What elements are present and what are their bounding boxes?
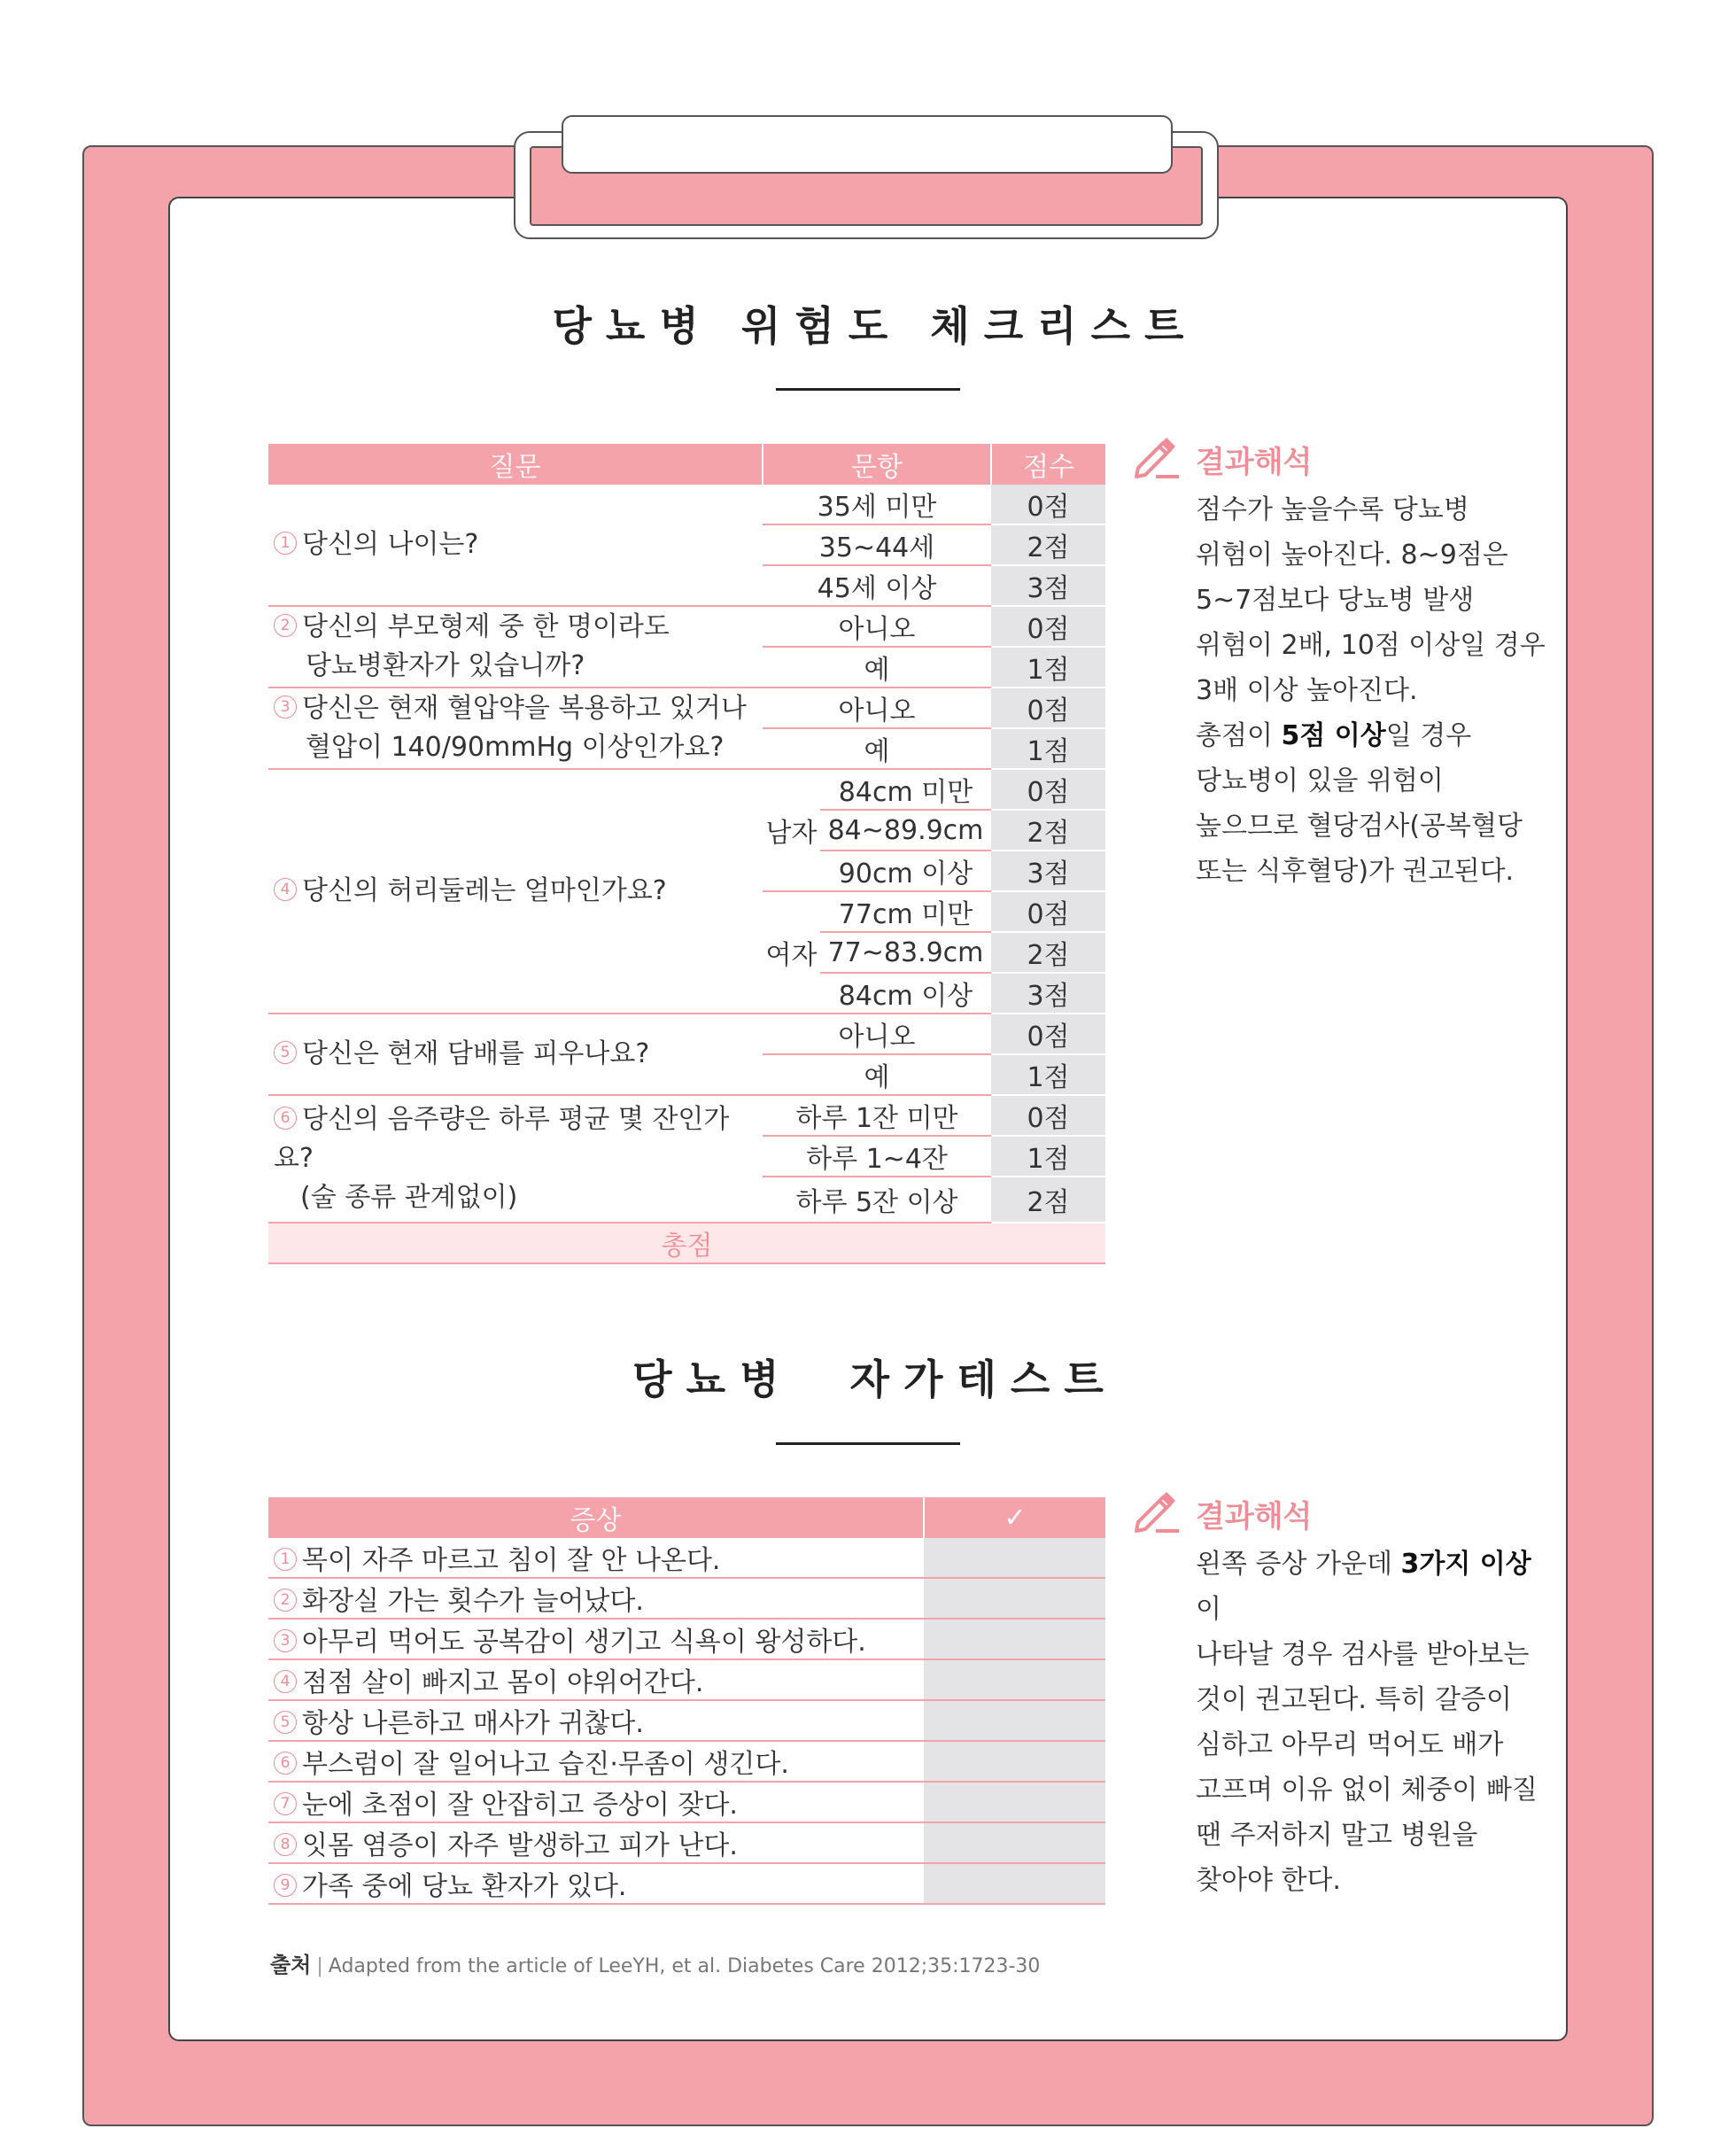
number-badge: 9 xyxy=(274,1874,297,1897)
score-cell: 1점 xyxy=(991,1136,1105,1177)
symptom-text: 눈에 초점이 잘 안잡히고 증상이 잦다. xyxy=(302,1790,738,1821)
result-label: 결과해석 xyxy=(1196,445,1313,480)
checklist-title: 당 뇨 병 위 험 도 체 크 리 스 트 xyxy=(552,302,1184,350)
result-line: 당뇨병이 있을 위험이 xyxy=(1196,765,1444,796)
symptom-row xyxy=(268,1619,1105,1659)
score-cell: 0점 xyxy=(991,485,1105,524)
symptom-row xyxy=(268,1659,1105,1700)
answer-option: 하루 5잔 이상 xyxy=(763,1177,991,1223)
result-line: 땐 주저하지 말고 병원을 xyxy=(1196,1820,1478,1851)
check-cell[interactable] xyxy=(924,1863,1105,1904)
score-cell: 0점 xyxy=(991,687,1105,728)
pencil-icon xyxy=(1129,1487,1182,1534)
result-highlight: 5점 이상 xyxy=(1281,720,1386,751)
question-text: 당신의 음주량은 하루 평균 몇 잔인가요? xyxy=(274,1104,730,1174)
answer-option: 예 xyxy=(763,647,991,687)
check-cell[interactable] xyxy=(924,1782,1105,1822)
symptom-text: 화장실 가는 횟수가 늘어났다. xyxy=(302,1586,644,1617)
symptom-text: 항상 나른하고 매사가 귀찮다. xyxy=(302,1708,644,1739)
score-cell: 0점 xyxy=(991,891,1105,932)
question-5 xyxy=(268,1014,763,1095)
question-text-continued: (술 종류 관계없이) xyxy=(300,1182,518,1213)
result-line: 왼쪽 증상 가운데 3가지 이상이 xyxy=(1196,1549,1531,1625)
score-cell: 0점 xyxy=(991,1095,1105,1136)
selftest-table xyxy=(268,1497,1105,1905)
symptom-row xyxy=(268,1782,1105,1822)
symptom-row xyxy=(268,1741,1105,1782)
question-text-continued: 당뇨병환자가 있습니까? xyxy=(306,650,585,681)
selftest-result-panel xyxy=(1129,1487,1554,1896)
pencil-icon xyxy=(1129,432,1182,480)
number-badge: 6 xyxy=(274,1752,297,1775)
answer-option: 45세 이상 xyxy=(763,565,991,606)
symptom-row xyxy=(268,1538,1105,1578)
result-line: 것이 권고된다. 특히 갈증이 xyxy=(1196,1684,1512,1715)
symptom-row xyxy=(268,1578,1105,1619)
clip-top xyxy=(562,115,1173,174)
symptom-text: 점점 살이 빠지고 몸이 야위어간다. xyxy=(302,1667,704,1698)
result-highlight: 3가지 이상 xyxy=(1400,1549,1531,1580)
result-line: 높으므로 혈당검사(공복혈당 xyxy=(1196,811,1523,842)
number-badge: 7 xyxy=(274,1792,297,1815)
number-badge: 3 xyxy=(274,695,297,719)
result-text xyxy=(1196,487,1550,894)
source-text: Adapted from the article of LeeYH, et al. Diabetes Care 2012;35:1723-30 xyxy=(328,1955,1041,1977)
number-badge: 2 xyxy=(274,1589,297,1612)
question-text: 당신의 허리둘레는 얼마인가요? xyxy=(302,875,667,906)
score-cell: 0점 xyxy=(991,769,1105,810)
result-line: 위험이 2배, 10점 이상일 경우 xyxy=(1196,630,1546,661)
answer-option: 아니오 xyxy=(763,687,991,728)
number-badge: 3 xyxy=(274,1629,297,1652)
symptom-row xyxy=(268,1863,1105,1904)
question-text: 당신의 부모형제 중 한 명이라도 xyxy=(302,611,670,642)
risk-checklist-table xyxy=(268,444,1105,1264)
score-cell: 2점 xyxy=(991,1177,1105,1223)
number-badge: 6 xyxy=(274,1107,297,1130)
answer-option: 아니오 xyxy=(763,1014,991,1054)
question-text: 당신은 현재 담배를 피우나요? xyxy=(302,1038,650,1069)
score-cell: 0점 xyxy=(991,1014,1105,1054)
check-cell[interactable] xyxy=(924,1659,1105,1700)
number-badge: 2 xyxy=(274,614,297,637)
question-2 xyxy=(268,606,763,687)
symptom-text: 가족 중에 당뇨 환자가 있다. xyxy=(302,1871,627,1902)
result-line: 나타날 경우 검사를 받아보는 xyxy=(1196,1639,1530,1670)
result-line: 심하고 아무리 먹어도 배가 xyxy=(1196,1729,1504,1760)
score-cell: 1점 xyxy=(991,1054,1105,1095)
header-score: 점수 xyxy=(991,444,1105,485)
answer-option: 77~83.9cm xyxy=(820,932,991,973)
result-line: 총점이 5점 이상일 경우 xyxy=(1196,720,1472,751)
answer-option: 예 xyxy=(763,1054,991,1095)
answer-option: 35세 미만 xyxy=(763,485,991,524)
symptom-row xyxy=(268,1822,1105,1863)
result-line: 고프며 이유 없이 체중이 빠질 xyxy=(1196,1775,1538,1806)
result-line: 위험이 높아진다. 8~9점은 xyxy=(1196,540,1508,571)
answer-option: 하루 1잔 미만 xyxy=(763,1095,991,1136)
answer-option: 아니오 xyxy=(763,606,991,647)
answer-option: 84~89.9cm xyxy=(820,810,991,851)
answer-option: 90cm 이상 xyxy=(820,851,991,891)
symptom-text: 잇몸 염증이 자주 발생하고 피가 난다. xyxy=(302,1830,738,1861)
check-cell[interactable] xyxy=(924,1538,1105,1578)
symptom-row xyxy=(268,1700,1105,1741)
number-badge: 8 xyxy=(274,1833,297,1856)
question-1 xyxy=(268,485,763,606)
question-6 xyxy=(268,1095,763,1223)
score-cell: 1점 xyxy=(991,728,1105,769)
answer-option: 하루 1~4잔 xyxy=(763,1136,991,1177)
score-cell: 0점 xyxy=(991,606,1105,647)
question-text: 당신은 현재 혈압약을 복용하고 있거나 xyxy=(302,693,747,724)
score-cell: 2점 xyxy=(991,932,1105,973)
number-badge: 1 xyxy=(274,532,297,555)
result-line: 점수가 높을수록 당뇨병 xyxy=(1196,494,1469,525)
header-question: 질문 xyxy=(268,444,763,485)
answer-option: 예 xyxy=(763,728,991,769)
number-badge: 5 xyxy=(274,1711,297,1734)
result-text xyxy=(1196,1542,1550,1903)
sex-label-male: 남자 xyxy=(763,769,820,891)
total-score-row: 총점 xyxy=(268,1223,1105,1263)
answer-option: 84cm 미만 xyxy=(820,769,991,810)
checklist-title-underline xyxy=(776,388,960,391)
answer-option: 84cm 이상 xyxy=(820,973,991,1014)
selftest-title: 당 뇨 병 자 가 테 스 트 xyxy=(632,1356,1104,1403)
question-3 xyxy=(268,687,763,769)
answer-option: 35~44세 xyxy=(763,524,991,565)
header-answer: 문항 xyxy=(763,444,991,485)
check-cell[interactable] xyxy=(924,1700,1105,1741)
score-cell: 3점 xyxy=(991,973,1105,1014)
score-cell: 1점 xyxy=(991,647,1105,687)
result-label: 결과해석 xyxy=(1196,1499,1313,1534)
score-cell: 2점 xyxy=(991,524,1105,565)
result-line: 3배 이상 높아진다. xyxy=(1196,675,1418,706)
symptom-text: 부스럼이 잘 일어나고 습진·무좀이 생긴다. xyxy=(302,1749,789,1780)
score-cell: 2점 xyxy=(991,810,1105,851)
question-text-continued: 혈압이 140/90mmHg 이상인가요? xyxy=(306,732,725,763)
check-cell[interactable] xyxy=(924,1741,1105,1782)
source-label: 출처 xyxy=(270,1953,312,1977)
result-line: 찾아야 한다. xyxy=(1196,1865,1341,1896)
answer-option: 77cm 미만 xyxy=(820,891,991,932)
source-separator: | xyxy=(316,1955,323,1977)
header-check: ✓ xyxy=(924,1497,1105,1538)
result-line: 또는 식후혈당)가 권고된다. xyxy=(1196,856,1515,887)
sex-label-female: 여자 xyxy=(763,891,820,1014)
number-badge: 4 xyxy=(274,878,297,901)
selftest-title-underline xyxy=(776,1442,960,1445)
check-cell[interactable] xyxy=(924,1822,1105,1863)
header-symptom: 증상 xyxy=(268,1497,924,1538)
symptom-text: 아무리 먹어도 공복감이 생기고 식욕이 왕성하다. xyxy=(302,1627,866,1658)
checklist-result-panel xyxy=(1129,432,1554,887)
number-badge: 1 xyxy=(274,1548,297,1571)
number-badge: 4 xyxy=(274,1670,297,1693)
question-text: 당신의 나이는? xyxy=(302,529,479,560)
symptom-text: 목이 자주 마르고 침이 잘 안 나온다. xyxy=(302,1545,721,1576)
number-badge: 5 xyxy=(274,1041,297,1064)
score-cell: 3점 xyxy=(991,565,1105,606)
check-cell[interactable] xyxy=(924,1578,1105,1619)
check-cell[interactable] xyxy=(924,1619,1105,1659)
result-line: 5~7점보다 당뇨병 발생 xyxy=(1196,585,1475,616)
source-citation xyxy=(270,1947,1040,1978)
question-4 xyxy=(268,769,763,1014)
score-cell: 3점 xyxy=(991,851,1105,891)
